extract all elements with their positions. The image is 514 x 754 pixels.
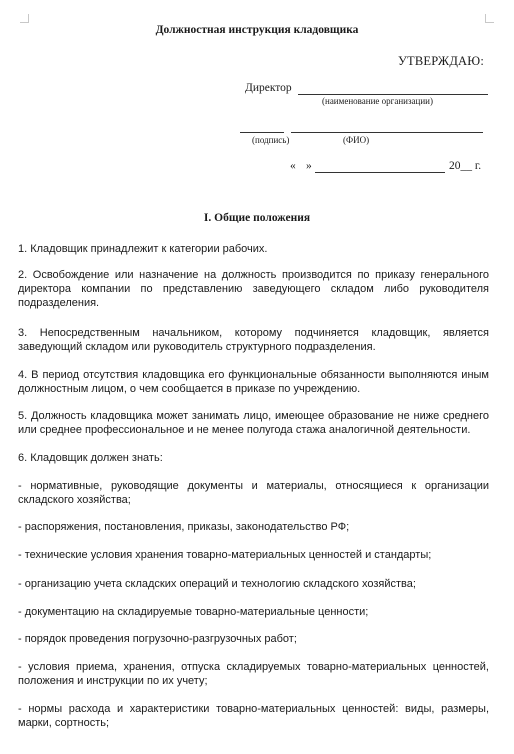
paragraph-6: 6. Кладовщик должен знать: — [18, 452, 163, 464]
list-item-acceptance-conditions: - условия приема, хранения, отпуска складируемых товарно-материальных ценностей, положения и инструкции по их учету; — [18, 661, 489, 687]
paragraph-4: 4. В период отсутствия кладовщика его функциональные обязанности выполняются иным должностным лицом, о чем сообщается в приказе по учреждению. — [18, 369, 489, 395]
list-item-documentation: - документацию на складируемые товарно-материальные ценности; — [18, 606, 369, 618]
approve-label: УТВЕРЖДАЮ: — [397, 54, 484, 68]
page-corner-mark-left — [20, 14, 29, 23]
paragraph-3: 3. Непосредственным начальником, которому подчиняется кладовщик, является заведующий складом или руководитель структурного подразделения. — [18, 327, 489, 353]
section-title: I. Общие положения — [203, 212, 311, 224]
list-item-loading-works: - порядок проведения погрузочно-разгрузочных работ; — [18, 633, 297, 645]
date-quote-open: « — [290, 160, 296, 172]
date-line — [315, 172, 445, 173]
list-item-normative-docs: - нормативные, руководящие документы и материалы, относящиеся к организации складского хозяйства; — [18, 480, 489, 506]
paragraph-2: 2. Освобождение или назначение на должность производится по приказу генерального директора компании по представлению заведующего складом либо руководителя подразделения. — [18, 269, 489, 309]
list-item-accounting: - организацию учета складских операций и технологию складского хозяйства; — [18, 578, 416, 590]
signature-line — [240, 132, 284, 133]
document-title: Должностная инструкция кладовщика — [155, 24, 359, 36]
paragraph-1: 1. Кладовщик принадлежит к категории рабочих. — [18, 243, 268, 255]
list-item-storage-conditions: - технические условия хранения товарно-материальных ценностей и стандарты; — [18, 549, 432, 561]
director-label: Директор — [245, 82, 292, 94]
signature-caption: (подпись) — [252, 135, 290, 145]
organization-line — [298, 94, 488, 95]
date-year: 20__ г. — [449, 160, 482, 172]
paragraph-5: 5. Должность кладовщика может занимать лицо, имеющее образование не ниже среднего или среднее профессиональное и не менее полугода стажа аналогичной деятельности. — [18, 410, 489, 436]
organization-caption: (наименование организации) — [322, 96, 433, 106]
list-item-consumption-norms: - нормы расхода и характеристики товарно-материальных ценностей: виды, размеры, марки, сортность; — [18, 703, 489, 729]
list-item-orders-law: - распоряжения, постановления, приказы, законодательство РФ; — [18, 521, 350, 533]
fio-line — [291, 132, 483, 133]
date-quote-close: » — [306, 160, 312, 172]
page-corner-mark-right — [485, 14, 494, 23]
fio-caption: (ФИО) — [343, 135, 370, 145]
